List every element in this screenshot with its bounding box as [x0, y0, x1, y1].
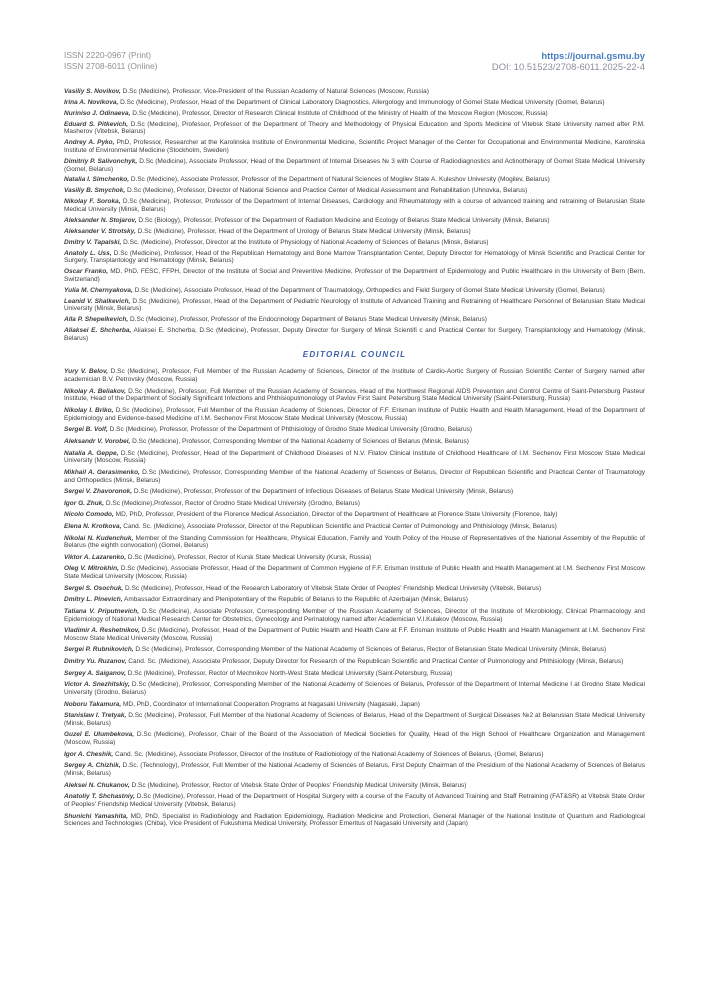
- member-desc: D.Sc (Medicine), Professor, Corresponding Member of the National Academy of Sciences of Belarus (Minsk, Belarus): [130, 437, 469, 445]
- member-name: Dmitry V. Tapalski,: [64, 238, 122, 246]
- editorial-council-heading: EDITORIAL COUNCIL: [302, 350, 407, 360]
- board-member-entry: [64, 99, 645, 107]
- council-member-entry: [64, 500, 645, 508]
- board-member-entry: [64, 176, 645, 184]
- council-member-entry: [64, 793, 645, 808]
- member-desc: D.Sc (Medicine), Professor, Professor of the Department of Internal Diseases, Cardiology and Rheumatology with a course of advanced training and retraining of Belarusian State Medical University (Minsk, Belarus): [64, 198, 645, 213]
- member-name: Oscar Franko,: [64, 268, 109, 276]
- member-name: Dimitriy P. Salivonchyk,: [64, 157, 138, 165]
- member-name: Irina A. Novikova,: [64, 98, 119, 106]
- member-name: Dmitry L. Pinevich,: [64, 596, 123, 604]
- member-desc: D.Sc (Medicine), Professor, Head of the Research Laboratory of Vitebsk State Order of Peoples' Friendship Medical University (Vitebsk, Belarus): [123, 584, 542, 592]
- member-name: Andrey A. Pyko,: [64, 139, 115, 147]
- member-desc: MD, PhD, FESC, FFPH, Director of the Institute of Social and Preventive Medicine, Professor of the Department of Epidemiology and Public Healthcare in the University of Bern (Bern, Switzerland): [64, 268, 645, 283]
- member-desc: D.Sc (Medicine), Professor, Director of Research Clinical Institute of Childhood of the Ministry of Health of the Moscow Region (Moscow, Russia): [130, 109, 548, 117]
- member-name: Sergei P. Rubnikovich,: [64, 646, 134, 654]
- board-member-entry: [64, 139, 645, 154]
- member-name: Eduard S. Pitkevich,: [64, 120, 129, 128]
- member-desc: D.Sc (Medicine), Associate Professor, Head of the Department of Internal Diseases № 3 with Course of Radiodiagnostics and Actinotherapy of Gomel State Medical University (Gomel, Belarus): [64, 157, 645, 173]
- member-name: Sergey A. Saiganov,: [64, 669, 126, 677]
- council-member-entry: [64, 782, 645, 790]
- member-desc: D.Sc (Medicine), Professor, Rector of Vitebsk State Order of Peoples' Friendship Medical University (Minsk, Belarus): [129, 781, 467, 789]
- member-name: Yulia M. Chernyakova,: [64, 286, 133, 294]
- member-desc: D.Sc (Medicine), Professor, Rector of Mechnikov North-West State Medical University (Saint-Petersburg, Russia): [125, 669, 453, 677]
- member-desc: D.Sc (Medicine), Associate Professor, Professor of the Department of Natural Sciences of Mogilev State A. Kuleshov University (Mogilev, Belarus): [129, 176, 550, 184]
- council-member-entry: [64, 368, 645, 383]
- member-desc: MD, PhD, Professor, President of the Florence Medical Association, Director of the Department of Healthcare at Florence State University (Florence, Italy): [113, 511, 558, 519]
- member-desc: D.Sc. (Technology), Professor, Full Member of the National Academy of Sciences of Belarus, First Deputy Chairman of the Presidium of the National Academy of Sciences of Belarus (Minsk, Belarus): [64, 762, 646, 778]
- member-name: Igor A. Cheshik,: [64, 750, 114, 758]
- council-member-entry: [64, 488, 645, 496]
- council-member-entry: [64, 731, 645, 746]
- member-name: Nicolo Comodo,: [64, 511, 114, 519]
- board-member-entry: [64, 327, 645, 342]
- council-member-entry: [64, 681, 645, 696]
- member-desc: D.Sc (Medicine), Professor, Head of the Department of Urology of Belarus State Medical University (Minsk, Belarus): [135, 227, 471, 235]
- council-member-entry: [64, 450, 645, 465]
- board-member-entry: [64, 158, 645, 173]
- council-member-entry: [64, 469, 645, 484]
- board-member-entry: [64, 110, 645, 118]
- council-member-entry: [64, 407, 645, 422]
- council-member-entry: [64, 712, 645, 727]
- member-desc: D.Sc (Medicine), Professor, Director of National Science and Practice Center of Medical Assessment and Rehabilitation (Uhnovka, Belarus): [125, 187, 528, 195]
- member-name: Guzel E. Ulumbekova,: [64, 731, 135, 739]
- member-name: Aleksander V. Strotsky,: [64, 227, 136, 235]
- member-name: Vladimir A. Reshetnikov,: [64, 627, 140, 635]
- member-desc: D.Sc (Medicine), Professor, Vice-President of the Russian Academy of Natural Sciences (Moscow, Russia): [120, 88, 429, 95]
- member-desc: D.Sc (Medicine), Professor, Head of the Department of Pediatric Neurology of Institute of Advanced Training and Retraining of Healthcare Personnel of Belarusian State Medical University (Minsk, Belarus): [64, 297, 646, 313]
- member-name: Nuriniso J. Odinaeva,: [64, 109, 131, 117]
- member-name: Dmitry Yu. Ruzanov,: [64, 658, 127, 666]
- member-name: Sergei B. Volf,: [64, 426, 108, 434]
- journal-url-link[interactable]: https://journal.gsmu.by: [541, 50, 645, 61]
- member-desc: Ambassador Extraordinary and Plenipotentiary of the Republic of Belarus to the Republic of Azerbaijan (Minsk, Belarus): [122, 596, 468, 604]
- member-name: Natalia A. Geppe,: [64, 449, 119, 457]
- member-desc: D.Sc (Medicine), Professor, Professor of the Endocrinology Department of Belarus State Medical University (Minsk, Belarus): [128, 316, 487, 324]
- council-member-entry: [64, 658, 645, 666]
- member-name: Noboru Takamura,: [64, 700, 122, 708]
- member-desc: PhD, Professor, Researcher at the Karolinska Institute of Environmental Medicine, Scientific Project Manager of the Center for Occupational and Environmental Medicine, Karolinska Institute of Environmental Medicine (Stockholm, Sweden): [64, 139, 646, 154]
- member-desc: MD, PhD, Coordinator of International Cooperation Programs at Nagasaki University (Nagasaki, Japan): [121, 700, 420, 708]
- member-desc: Aliaksei E. Shcherba, D.Sc (Medicine), Professor, Deputy Director for Surgery of Minsk Scientifi c and Practical Center for Surgery, Transplantology and Hematology (Minsk, Belarus): [64, 327, 645, 342]
- member-desc: D.Sc (Medicine), Professor, Corresponding Member of the National Academy of Sciences of Belarus, Director of Republican Scientific and Practical Center of Traumatology and Orthopedics (Minsk, Belarus): [64, 468, 645, 484]
- member-name: Yury V. Belov,: [64, 368, 109, 376]
- issn-block: [64, 50, 157, 72]
- doi-text: DOI: 10.51523/2708-6011.2025-22-4: [491, 61, 645, 72]
- board-member-entry: [64, 198, 645, 213]
- council-member-entry: [64, 596, 645, 604]
- member-desc: MD, PhD, Specialist in Radiobiology and Radiation Epidemiology, Radiation Medicine and Protection, General Manager of the National Institute of Quantum and Radiological Sciences and Technologies (Chiba), Vice President of Fukushima Medical University, Professor Emeritus of Nagasaki University and (Japan): [64, 812, 646, 828]
- member-name: Mikhail A. Gerasimenko,: [64, 468, 140, 476]
- council-member-entry: [64, 701, 645, 709]
- member-desc: D.Sc (Medicine), Professor, Full Member of the National Academy of Sciences of Belarus, Head of the Department of Surgical Diseases №2 at Belarusian State Medical University (Minsk, Belarus): [64, 712, 645, 727]
- member-name: Viktor A. Lazarenko,: [64, 553, 127, 561]
- member-name: Nikolay F. Soroka,: [64, 198, 121, 206]
- member-name: Vasiliy S. Novikov,: [64, 88, 121, 95]
- member-name: Nikolay A. Beliakov,: [64, 387, 126, 395]
- member-name: Aleksander N. Stojarov,: [64, 216, 137, 224]
- member-desc: D.Sc. (Medicine), Professor, Director at the Institute of Physiology of National Academy of Sciences of Belarus (Minsk, Belarus): [121, 238, 489, 246]
- council-member-entry: [64, 565, 645, 580]
- council-member-entry: [64, 523, 645, 531]
- member-desc: Cand. Sc. (Medicine), Associate Professor, Director of the Republican Scientific and Practical Center of Pulmonology and Phthisiology (Minsk, Belarus): [121, 522, 557, 530]
- member-name: Nikolay I. Briko,: [64, 407, 114, 415]
- editorial-council-section: [64, 368, 645, 827]
- member-name: Sergey A. Chizhik,: [64, 762, 121, 770]
- council-member-entry: [64, 535, 645, 550]
- member-desc: D.Sc (Medicine), Professor, Rector of Kursk State Medical University (Kursk, Russia): [126, 553, 372, 561]
- member-desc: Cand. Sc. (Medicine), Associate Professor, Deputy Director for Research of the Republican Scientific and Practical Center of Pulmonology and Phthisiology (Minsk, Belarus): [126, 658, 624, 666]
- council-member-entry: [64, 438, 645, 446]
- member-name: Victor A. Snezhitskiy,: [64, 681, 130, 689]
- council-member-entry: [64, 511, 645, 519]
- council-member-entry: [64, 585, 645, 593]
- council-member-entry: [64, 627, 645, 642]
- member-desc: D.Sc (Medicine), Professor, Head of the Department of Childhood Diseases of N.V. Filatov Clinical Institute of Childhood Healthcare of I.M. Sechenov First Moscow State Medical University (Moscow, Russia): [64, 449, 645, 465]
- board-member-entry: [64, 268, 645, 283]
- board-member-entry: [64, 316, 645, 324]
- member-desc: D.Sc (Medicine), Associate Professor, Corresponding Member of the Russian Academy of Sciences, Director of the Institute of Microbiology, Clinical Pharmacology and Epidemiology of National Medical Research Center for Obstetrics, Gynecology and Perinatology named after Academician V.I.Kulakov (Moscow, Russia): [64, 607, 645, 623]
- member-name: Anatoly L. Uss,: [64, 249, 112, 257]
- member-desc: D.Sc (Medicine), Professor, Head of the Department of Hospital Surgery with a course of the Faculty of Advanced Training and Staff Retraining (FAT&SR) at Vitebsk State Order of Peoples' Friendship Medical University (Vitebsk, Belarus): [64, 793, 645, 808]
- board-member-entry: [64, 121, 645, 136]
- member-desc: D.Sc (Medicine), Professor, Professor of the Department of Theory and Methodology of Physical Education and Sports Medicine of Vitebsk State University named after P.M. Masherov (Vitebsk, Belarus): [64, 120, 645, 136]
- member-desc: D.Sc (Medicine), Professor, Professor of the Department of Infectious Diseases of Belarus State Medical University (Minsk, Belarus): [132, 488, 514, 496]
- board-member-entry: [64, 287, 645, 295]
- member-name: Alla P. Shepelkevich,: [64, 316, 129, 324]
- header-links: [492, 50, 645, 72]
- member-name: Aliaksei E. Shcherba,: [64, 327, 132, 335]
- board-member-entry: [64, 228, 645, 236]
- member-desc: D.Sc (Medicine), Professor, Head of the Department of Public Health and Health Care at F.F. Erisman Institute of Public Health and Health Management at I.M. Sechenov First Moscow State Medical University (Moscow, Russia): [64, 627, 645, 642]
- member-desc: D.Sc (Medicine), Professor, Head of the Department of Clinical Laboratory Diagnostics, Allergology and Immunology of Gomel State Medical University (Gomel, Belarus): [118, 98, 605, 106]
- issn-online: ISSN 2708-6011 (Online): [64, 61, 158, 71]
- member-desc: D.Sc (Medicine), Professor, Corresponding Member of the National Academy of Sciences of Belarus, Professor of the Department of Internal Medicine I at Grodno State Medical University (Grodno, Belarus): [64, 681, 645, 696]
- member-name: Tatiana V. Priputnevich,: [64, 607, 140, 615]
- board-member-entry: [64, 187, 645, 195]
- member-desc: D.Sc (Medicine), Associate Professor, Head of the Department of Common Hygiene of F.F. Erisman Institute of Public Health and Health Management at I.M. Sechenov First Moscow State Medical University (Moscow, Russia): [64, 565, 645, 581]
- board-member-entry: [64, 88, 645, 96]
- board-member-entry: [64, 298, 645, 313]
- member-name: Natalia I. Simchenko,: [64, 176, 130, 184]
- member-desc: D.Sc (Medicine), Professor, Corresponding Member of the National Academy of Sciences of Belarus, Rector of Belarusian State Medical University (Minsk, Belarus): [133, 646, 607, 654]
- member-name: Sergei S. Osochuk,: [64, 584, 124, 592]
- member-name: Nikolai N. Kudenchuk,: [64, 534, 134, 542]
- member-name: Shunichi Yamashita,: [64, 812, 129, 820]
- member-desc: D.Sc (Medicine), Professor, Full Member of the Russian Academy of Sciences, Director of the Institute of Cardio-Aortic Surgery of Russian Scientific Center of Surgery named after academician B.V. Petrovsky (Moscow, Russia): [64, 368, 645, 384]
- member-name: Oleg V. Mitrokhin,: [64, 565, 119, 573]
- member-name: Leanid V. Shalkevich,: [64, 297, 131, 305]
- council-member-entry: [64, 426, 645, 434]
- council-member-entry: [64, 762, 645, 777]
- council-member-entry: [64, 554, 645, 562]
- board-member-entry: [64, 239, 645, 247]
- member-desc: Cand. Sc. (Medicine), Associate Professor, Director of the Institute of Radiobiology of the National Academy of Sciences of Belarus, (Gomel, Belarus): [113, 750, 544, 758]
- council-member-entry: [64, 646, 645, 654]
- member-name: Vasiliy B. Smychok,: [64, 187, 126, 195]
- member-name: Anatoliy T. Shchastniy,: [64, 793, 135, 801]
- editorial-board-section: [64, 88, 645, 342]
- member-desc: D.Sc (Medicine), Professor, Chair of the Board of the Association of Medical Societies for Quality, Head of the High School of Healthcare Organization and Management (Moscow, Russia): [64, 731, 645, 747]
- council-member-entry: [64, 751, 645, 759]
- member-name: Sergei V. Zhavoronok,: [64, 488, 133, 496]
- member-name: Elena N. Krotkova,: [64, 522, 122, 530]
- member-name: Aleksei N. Chukanov,: [64, 781, 130, 789]
- member-desc: D.Sc (Medicine), Professor, Head of the Republican Hematology and Bone Marrow Transplantation Center, Deputy Director for Hematology of Minsk Scientific and Practical Center for Surgery, Transplantology and Hematology (Minsk, Belarus): [64, 249, 645, 265]
- issn-print: ISSN 2220-0967 (Print): [64, 50, 152, 60]
- page-header: [64, 50, 645, 72]
- board-member-entry: [64, 250, 645, 265]
- council-member-entry: [64, 388, 645, 403]
- member-desc: D.Sc (Biology), Professor, Professor of the Department of Radiation Medicine and Ecology of Belarus State Medical University (Minsk, Belarus): [136, 216, 550, 224]
- member-name: Stanislaw I. Tretyak,: [64, 712, 127, 720]
- member-desc: D.Sc (Medicine), Professor, Professor of the Department of Phthisiology of Grodno State Medical University (Grodno, Belarus): [107, 426, 472, 434]
- board-member-entry: [64, 217, 645, 225]
- member-desc: D.Sc (Medicine), Professor, Full Member of the Russian Academy of Sciences, Head of the Northwest Regional AIDS Prevention and Control Centre of Saint-Petersburg Pasteur Institute, Head of the Department of Socially Significant Infections and Phthisiopulmonology of Pavlov First Saint Petersburg State Medical University (Saint-Petersburg, Russia): [64, 387, 645, 403]
- member-name: Aleksandr V. Vorobei,: [64, 437, 131, 445]
- council-member-entry: [64, 813, 645, 828]
- member-desc: D.Sc (Medicine), Associate Professor, Head of the Department of Traumatology, Orthopedics and Field Surgery of Gomel State Medical University (Gomel, Belarus): [132, 286, 605, 294]
- member-desc: D.Sc (Medicine), Professor, Full Member of the Russian Academy of Sciences, Director of F.F. Erisman Institute of Public Health and Health Management, Head of the Department of Epidemiology and Evidence-based Medicine of I.M. Sechenov First Moscow State Medical University (Moscow, Russia): [64, 407, 645, 422]
- member-name: Igor G. Zhuk,: [64, 499, 105, 507]
- member-desc: D.Sc (Medicine),Professor, Rector of Grodno State Medical University (Grodno, Belarus): [104, 499, 360, 507]
- council-member-entry: [64, 670, 645, 678]
- member-desc: Member of the Standing Commission for Healthcare, Physical Education, Family and Youth Policy of the House of Representatives of the National Assembly of the Republic of Belarus (the eighth convocation) (Gomel, Belarus): [64, 534, 645, 550]
- council-member-entry: [64, 608, 645, 623]
